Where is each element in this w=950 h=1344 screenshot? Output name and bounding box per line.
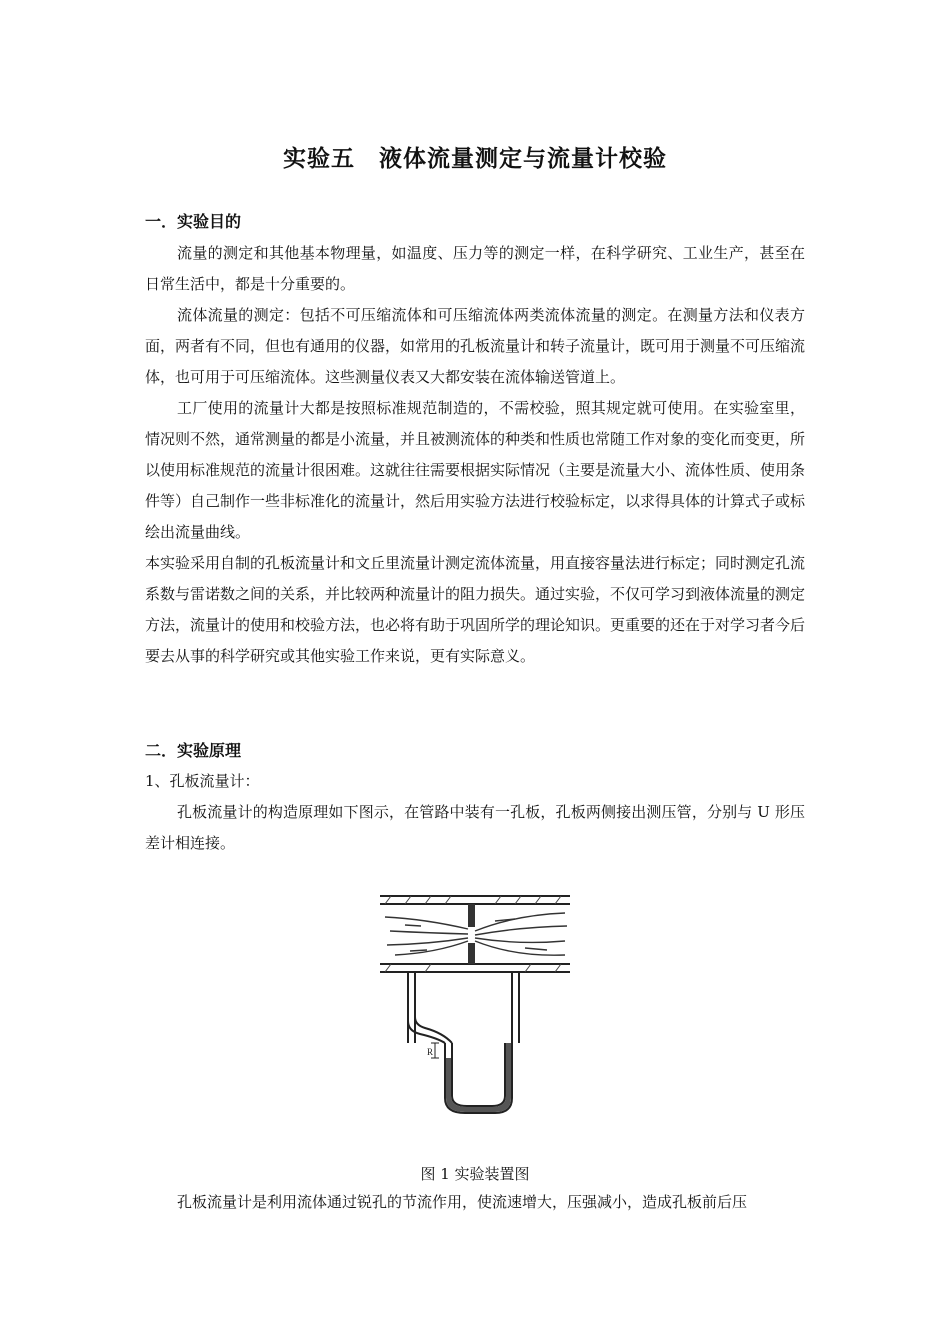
section-heading-objective: 一．实验目的 — [145, 212, 242, 231]
figure-label-r: R — [427, 1047, 434, 1057]
orifice-meter-figure — [375, 893, 575, 1123]
paragraph-objective-1: 流量的测定和其他基本物理量，如温度、压力等的测定一样，在科学研究、工业生产，甚至在日常生活中，都是十分重要的。 — [145, 244, 805, 293]
title-experiment-number: 实验五 — [283, 146, 355, 172]
paragraph-objective-3: 工厂使用的流量计大都是按照标准规范制造的，不需校验，照其规定就可使用。在实验室里，情况则不然，通常测量的都是小流量，并且被测流体的种类和性质也常随工作对象的变化而变更，所以使用标准规范的流量计很困难。这就往往需要根据实际情况（主要是流量大小、流体性质、使用条件等）自己制作一些非标准化的流量计，然后用实验方法进行校验标定，以求得具体的计算式子或标绘出流量曲线。 — [145, 399, 806, 541]
paragraph-objective-2: 流体流量的测定：包括不可压缩流体和可压缩流体两类流体流量的测定。在测量方法和仪表方面，两者有不同，但也有通用的仪器，如常用的孔板流量计和转子流量计，既可用于测量不可压缩流体，也可用于可压缩流体。这些测量仪表又大都安装在流体输送管道上。 — [145, 306, 806, 386]
page-title — [0, 140, 950, 173]
paragraph-objective-4: 本实验采用自制的孔板流量计和文丘里流量计测定流体流量，用直接容量法进行标定；同时测定孔流系数与雷诺数之间的关系，并比较两种流量计的阻力损失。通过实验，不仅可学习到液体流量的测定方法，流量计的使用和校验方法，也必将有助于巩固所学的理论知识。更重要的还在于对学习者今后要去从事的科学研究或其他实验工作来说，更有实际意义。 — [145, 554, 806, 665]
section-heading-principle: 二．实验原理 — [145, 741, 242, 760]
title-experiment-name: 液体流量测定与流量计校验 — [379, 146, 667, 172]
subsection-orifice-meter: 1、孔板流量计： — [145, 772, 260, 790]
paragraph-principle-1: 孔板流量计的构造原理如下图示，在管路中装有一孔板，孔板两侧接出测压管，分别与 U 形压差计相连接。 — [145, 803, 805, 852]
figure-caption: 图 1 实验装置图 — [420, 1165, 530, 1183]
paragraph-principle-2: 孔板流量计是利用流体通过锐孔的节流作用，使流速增大，压强减小，造成孔板前后压 — [177, 1193, 748, 1211]
